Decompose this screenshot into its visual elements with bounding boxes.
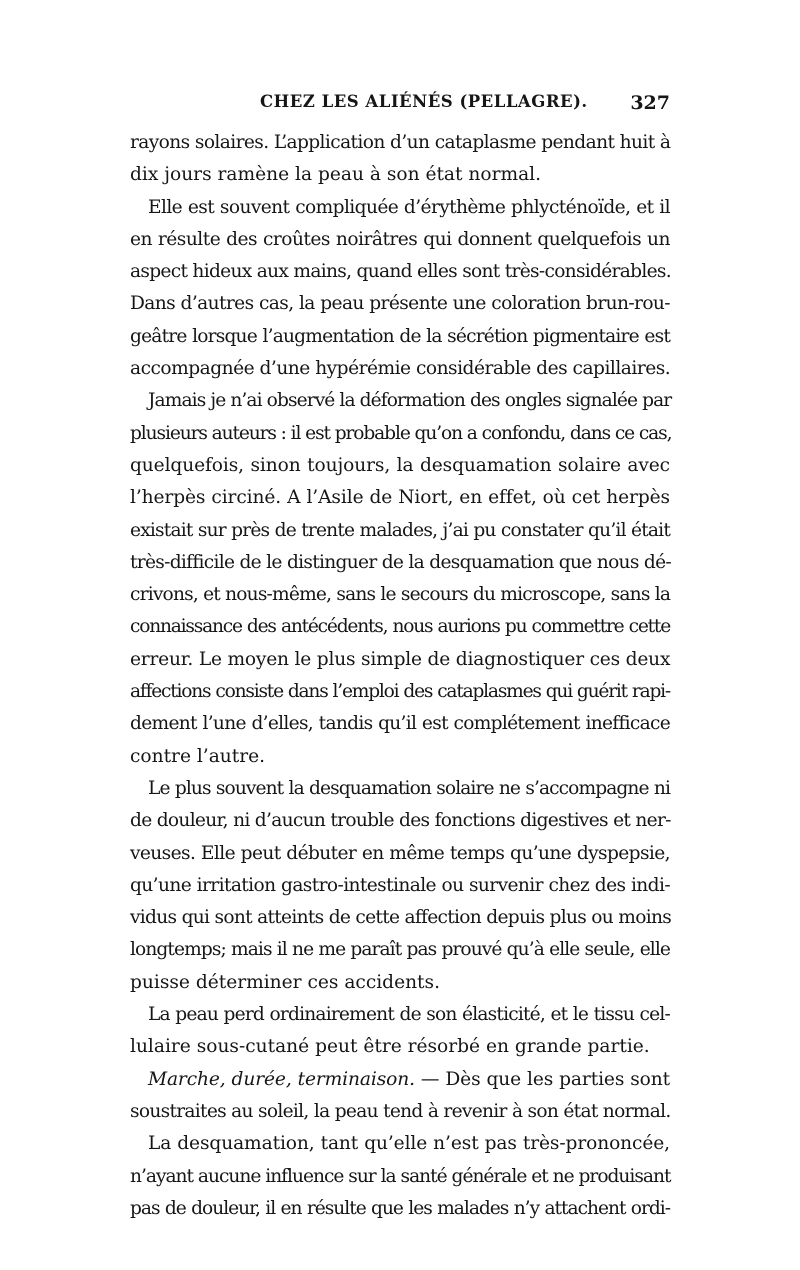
section-heading: Marche, durée, terminaison. (148, 1068, 415, 1090)
text-line: puisse déterminer ces accidents. (130, 971, 440, 993)
text-line: dix jours ramène la peau à son état normal. (130, 164, 542, 186)
text-line: affections consiste dans l’emploi des cataplasmes qui guérit rapi- (130, 681, 670, 703)
text-line: dement l’une d’elles, tandis qu’il est complétement inefficace (130, 713, 670, 735)
text-line (130, 1064, 670, 1096)
text-line: existait sur près de trente malades, j’ai pu constater qu’il était (130, 519, 670, 541)
text-line: très-difficile de le distinguer de la desquamation que nous dé- (130, 551, 671, 573)
running-title: CHEZ LES ALIÉNÉS (PELLAGRE). (260, 92, 588, 111)
text-line: qu’une irritation gastro-intestinale ou survenir chez des indi- (130, 874, 670, 896)
page-header (130, 92, 670, 116)
text-line: La peau perd ordinairement de son élasticité, et le tissu cel- (148, 1004, 670, 1026)
body-text (130, 127, 670, 1225)
text-line: pas de douleur, il en résulte que les malades n’y attachent ordi- (130, 1197, 670, 1219)
text-line: Elle est souvent compliquée d’érythème phlycténoïde, et il (148, 196, 670, 218)
text-line: plusieurs auteurs : il est probable qu’on a confondu, dans ce cas, (130, 422, 672, 444)
text-line: n’ayant aucune influence sur la santé générale et ne produisant (130, 1165, 671, 1187)
text-line: Jamais je n’ai observé la déformation des ongles signalée par (148, 390, 672, 412)
text-line: Dans d’autres cas, la peau présente une coloration brun-rou- (130, 293, 670, 315)
text-line: crivons, et nous-même, sans le secours du microscope, sans la (130, 584, 671, 606)
text-line: quelquefois, sinon toujours, la desquamation solaire avec (130, 454, 670, 476)
text-line: soustraites au soleil, la peau tend à revenir à son état normal. (130, 1100, 671, 1122)
text-line: accompagnée d’une hypérémie considérable des capillaires. (130, 358, 671, 380)
text-line: longtemps; mais il ne me paraît pas prouvé qu’à elle seule, elle (130, 939, 670, 961)
text-line: La desquamation, tant qu’elle n’est pas très-prononcée, (148, 1133, 670, 1155)
text-line: erreur. Le moyen le plus simple de diagnostiquer ces deux (130, 648, 671, 670)
text-line: aspect hideux aux mains, quand elles sont très-considérables. (130, 261, 671, 283)
text-line: Le plus souvent la desquamation solaire ne s’accompagne ni (148, 777, 670, 799)
text-line: lulaire sous-cutané peut être résorbé en grande partie. (130, 1036, 650, 1058)
text-line: connaissance des antécédents, nous aurions pu commettre cette (130, 616, 670, 638)
text-line: contre l’autre. (130, 745, 266, 767)
text-run: — Dès que les parties sont (414, 1068, 670, 1090)
text-line: l’herpès circiné. A l’Asile de Niort, en effet, où cet herpès (130, 487, 670, 509)
text-line: de douleur, ni d’aucun trouble des fonctions digestives et ner- (130, 810, 671, 832)
text-line: veuses. Elle peut débuter en même temps qu’une dyspepsie, (130, 842, 670, 864)
text-line: vidus qui sont atteints de cette affection depuis plus ou moins (130, 907, 672, 929)
text-line: geâtre lorsque l’augmentation de la sécrétion pigmentaire est (130, 325, 670, 347)
text-line: en résulte des croûtes noirâtres qui donnent quelquefois un (130, 228, 670, 250)
page-number: 327 (630, 92, 670, 114)
text-line: rayons solaires. L’application d’un cataplasme pendant huit à (130, 132, 671, 153)
